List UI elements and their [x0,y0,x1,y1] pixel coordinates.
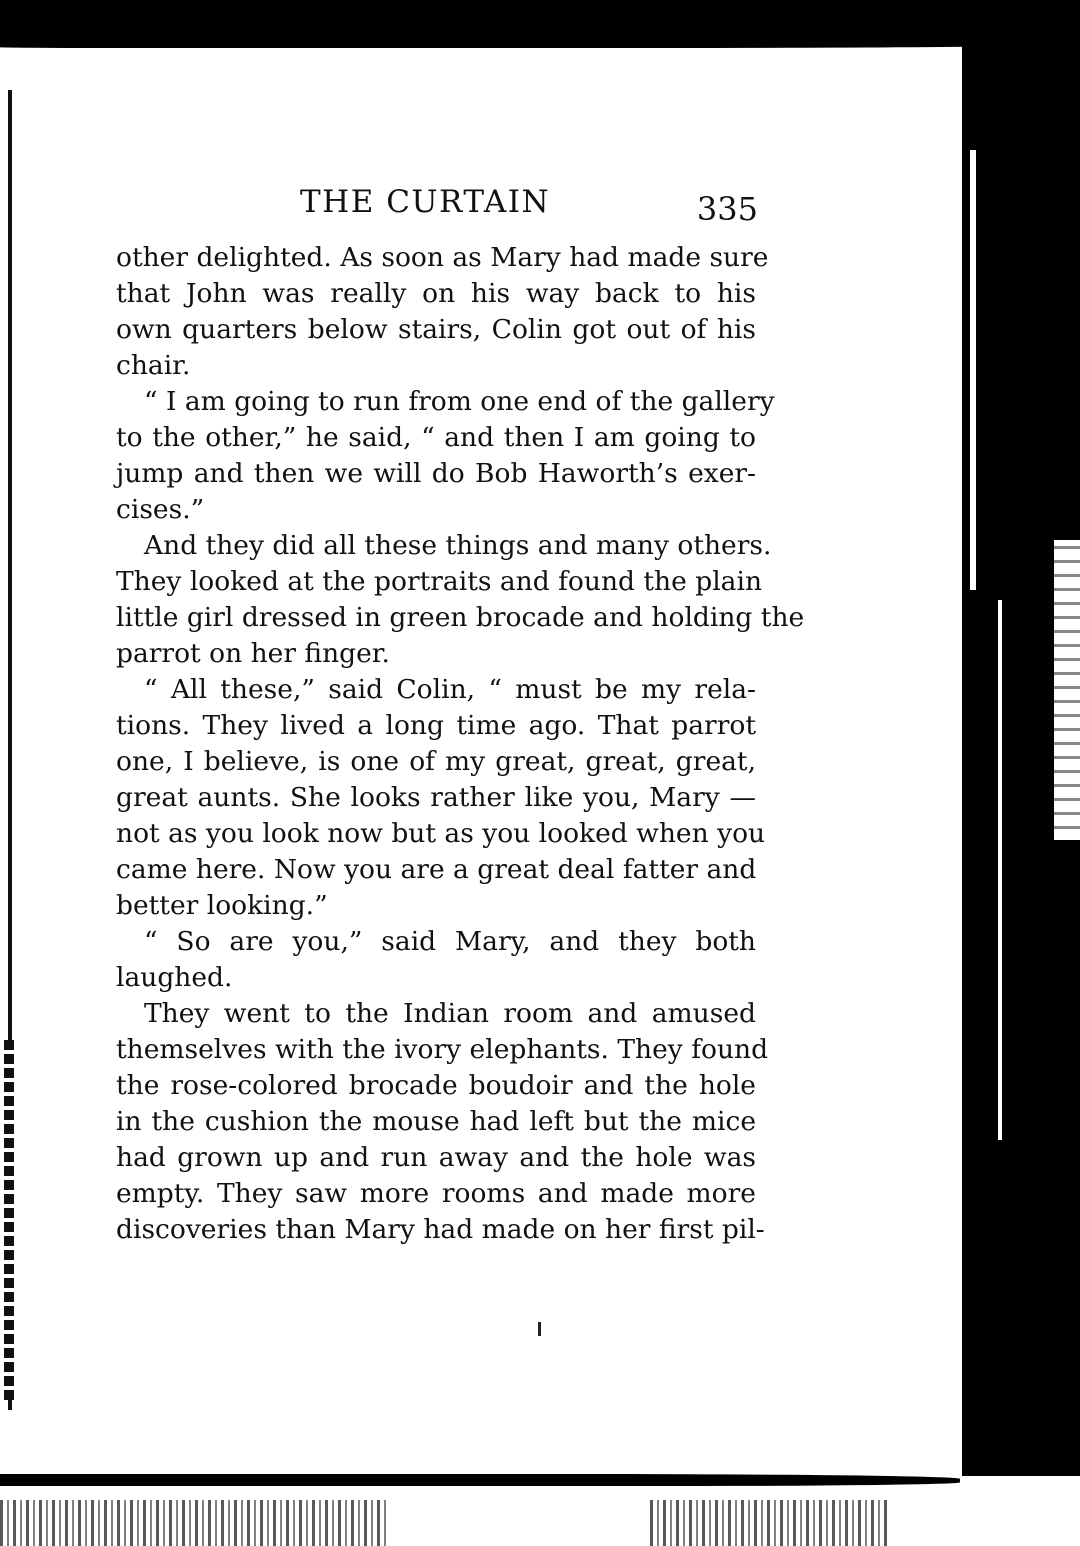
text-line: parrot on her finger. [116,638,390,669]
text-line: the rose-colored brocade boudoir and the hole [116,1070,756,1101]
text-line: tions. They lived a long time ago. That parrot [116,710,756,741]
text-line: jump and then we will do Bob Haworth’s exer- [116,458,756,489]
text-line: other delighted. As soon as Mary had made sure [116,242,769,273]
text-line: great aunts. She looks rather like you, Mary — [116,782,756,813]
text-line: better looking.” [116,890,328,921]
text-line: cises.” [116,494,205,525]
page-number: 335 [696,190,758,228]
text-line: They went to the Indian room and amused [144,998,756,1029]
text-line: laughed. [116,962,233,993]
text-line: not as you look now but as you looked when you [116,818,766,849]
scan-speck [538,1322,541,1336]
text-line: “ I am going to run from one end of the gallery [144,386,775,417]
text-line: discoveries than Mary had made on her first pil- [116,1214,765,1245]
text-line: “ All these,” said Colin, “ must be my rela- [144,674,756,705]
text-line: They looked at the portraits and found the plain [116,566,763,597]
text-line: came here. Now you are a great deal fatter and [116,854,757,885]
text-line: empty. They saw more rooms and made more [116,1178,756,1209]
text-line: own quarters below stairs, Colin got out of his [116,314,756,345]
text-line: to the other,” he said, “ and then I am going to [116,422,756,453]
text-line: chair. [116,350,191,381]
text-line: little girl dressed in green brocade and holding the [116,602,805,633]
text-line: that John was really on his way back to his [116,278,756,309]
text-line: in the cushion the mouse had left but the mice [116,1106,756,1137]
text-line: themselves with the ivory elephants. They found [116,1034,769,1065]
text-line: “ So are you,” said Mary, and they both [144,926,756,957]
running-head: THE CURTAIN [300,184,551,220]
text-line: had grown up and run away and the hole was [116,1142,756,1173]
text-line: one, I believe, is one of my great, great, great, [116,746,756,777]
text-line: And they did all these things and many others. [144,530,772,561]
